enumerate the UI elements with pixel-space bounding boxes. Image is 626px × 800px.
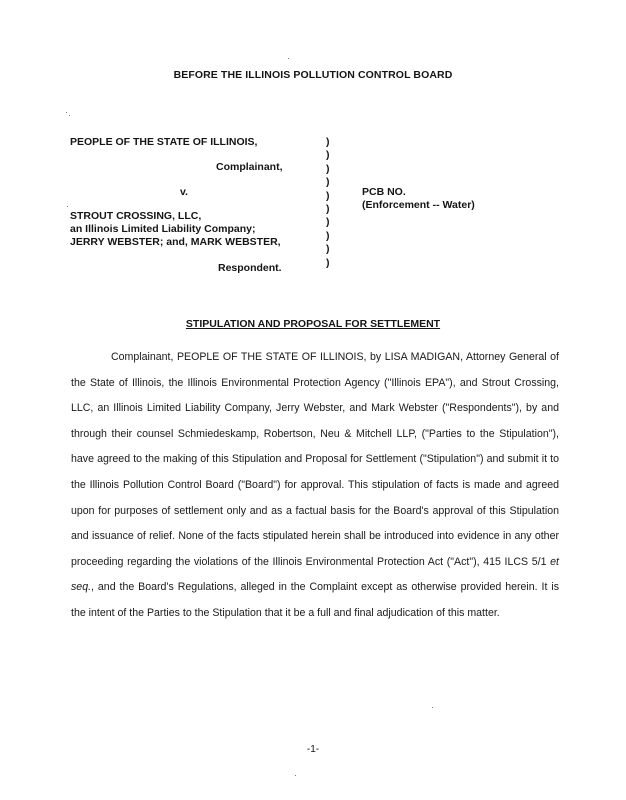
scan-speck xyxy=(67,206,68,207)
paren: ) xyxy=(326,162,330,175)
respondent-label: Respondent. xyxy=(218,262,282,274)
caption-parenthesis-column xyxy=(326,136,336,270)
scan-speck xyxy=(288,58,289,59)
paren: ) xyxy=(326,176,330,189)
paren: ) xyxy=(326,202,330,215)
complainant-party: PEOPLE OF THE STATE OF ILLINOIS, xyxy=(70,136,258,148)
paren: ) xyxy=(326,216,330,229)
versus-label: v. xyxy=(180,186,188,198)
document-title: STIPULATION AND PROPOSAL FOR SETTLEMENT xyxy=(185,318,441,330)
pcb-number: PCB NO. xyxy=(362,186,406,198)
scan-speck xyxy=(295,775,296,776)
court-heading: BEFORE THE ILLINOIS POLLUTION CONTROL BOARD xyxy=(173,69,453,81)
body-paragraph xyxy=(71,345,559,627)
paren: ) xyxy=(326,149,330,162)
page-number: -1- xyxy=(306,744,320,755)
paren: ) xyxy=(326,229,330,242)
et-seq-italic: et seq. xyxy=(71,555,559,594)
body-text-part-1: Complainant, PEOPLE OF THE STATE OF ILLINOIS, by LISA MADIGAN, Attorney General of the State of Illinois, the Illinois Environmental Protection Agency ("Illinois EPA"), and Strout Crossing, LLC, an Illinois Limited Liability Company, Jerry Webster, and Mark Webster ("Respondents"), by and through their counsel Schmiedeskamp, Robertson, Neu & Mitchell LLP, ("Parties to the Stipulation"), have agreed to the making of this Stipulation and Proposal for Settlement ("Stipulation") and submit it to the Illinois Pollution Control Board ("Board") for approval. This stipulation of facts is made and agreed upon for purposes of settlement only and as a factual basis for the Board's approval of this Stipulation and issuance of relief. None of the facts stipulated herein shall be introduced into evidence in any other proceeding regarding the violations of the Illinois Environmental Protection Act ("Act"), 415 ILCS 5/1 xyxy=(71,351,559,568)
paren: ) xyxy=(326,136,330,148)
scan-speck xyxy=(432,707,433,708)
scan-speck xyxy=(69,115,70,116)
paren: ) xyxy=(326,189,330,202)
case-number-block xyxy=(362,186,475,212)
paren: ) xyxy=(326,243,330,256)
respondent-line-3: JERRY WEBSTER; and, MARK WEBSTER, xyxy=(70,236,281,248)
scan-speck xyxy=(66,112,67,113)
paren: ) xyxy=(326,256,330,269)
respondent-line-1: STROUT CROSSING, LLC, xyxy=(70,210,202,222)
body-text-part-2: , and the Board's Regulations, alleged in the Complaint except as otherwise provided herein. It is the intent of the Parties to the Stipulation that it be a full and final adjudication of this matter. xyxy=(71,581,559,619)
respondent-line-2: an Illinois Limited Liability Company; xyxy=(70,223,256,235)
complainant-label: Complainant, xyxy=(216,161,283,173)
enforcement-type: (Enforcement -- Water) xyxy=(362,199,475,211)
